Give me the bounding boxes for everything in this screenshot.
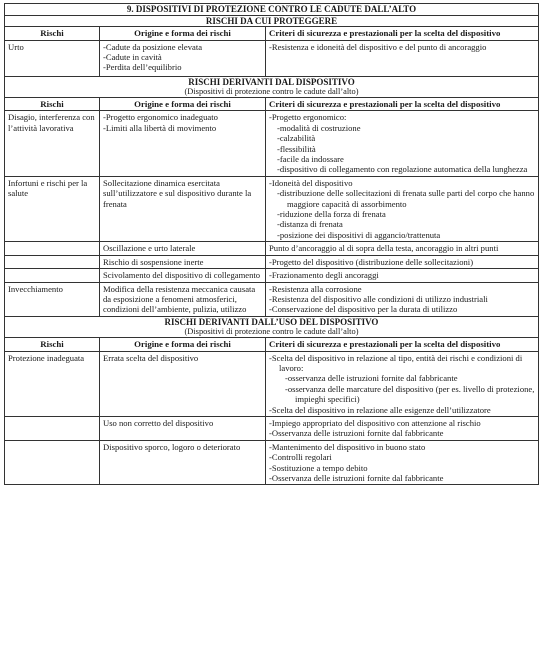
cell-line: -Conservazione del dispositivo per la durata di utilizzo <box>269 304 458 315</box>
cell-rischio: Urto <box>5 40 100 76</box>
section-heading-row <box>5 76 539 97</box>
section-heading-row <box>5 316 539 337</box>
cell-line: -dispositivo di collegamento con regolazione automatica della lunghezza <box>277 164 528 175</box>
cell-line: Errata scelta del dispositivo <box>103 352 199 363</box>
cell-line: -Scelta del dispositivo in relazione alle esigenze dell’utilizzatore <box>269 404 491 415</box>
cell-line: -Limiti alla libertà di movimento <box>103 122 217 133</box>
cell-line: -Osservanza delle istruzioni fornite dal fabbricante <box>269 473 444 484</box>
cell-rischio: Protezione inadeguata <box>5 351 100 416</box>
column-header-origine: Origine e forma dei rischi <box>100 98 266 111</box>
cell-line: -facile da indossare <box>277 154 344 165</box>
section-subtitle: (Dispositivi di protezione contro le cadute dall’alto) <box>184 326 359 336</box>
cell-line: -osservanza delle marcature del dispositivo (per es. livello di protezione, impieghi specifici) <box>285 383 535 405</box>
cell-rischio <box>5 440 100 485</box>
table-row <box>5 176 539 241</box>
cell-origine <box>100 282 266 316</box>
cell-rischio: Invecchiamento <box>5 282 100 316</box>
cell-rischio <box>5 416 100 440</box>
table-row <box>5 40 539 76</box>
cell-line: -Sostituzione a tempo debito <box>269 462 368 473</box>
section-title: RISCHI DERIVANTI DAL DISPOSITIVO <box>188 76 355 87</box>
cell-criteri <box>266 440 539 485</box>
cell-line: -Controlli regolari <box>269 452 332 463</box>
column-header-criteri: Criteri di sicurezza e prestazionali per la scelta del dispositivo <box>266 27 539 40</box>
table-row <box>5 416 539 440</box>
cell-criteri <box>266 242 539 255</box>
cell-line: -Progetto del dispositivo (distribuzione delle sollecitazioni) <box>269 256 474 267</box>
cell-criteri <box>266 111 539 176</box>
cell-line: -riduzione della forza di frenata <box>277 209 386 220</box>
column-header-rischi: Rischi <box>5 98 100 111</box>
cell-origine <box>100 40 266 76</box>
cell-line: Oscillazione e urto laterale <box>103 243 196 254</box>
column-header-criteri: Criteri di sicurezza e prestazionali per la scelta del dispositivo <box>266 338 539 351</box>
cell-origine <box>100 269 266 282</box>
cell-criteri <box>266 282 539 316</box>
cell-line: -modalità di costruzione <box>277 122 361 133</box>
section-title: RISCHI DA CUI PROTEGGERE <box>205 16 338 26</box>
cell-rischio <box>5 269 100 282</box>
table-row <box>5 440 539 485</box>
cell-rischio <box>5 242 100 255</box>
section-heading <box>5 16 539 27</box>
cell-line: -Cadute in cavità <box>103 52 162 63</box>
table-row <box>5 351 539 416</box>
cell-line: -distanza di frenata <box>277 219 343 230</box>
cell-line: -Scelta del dispositivo in relazione al tipo, entità dei rischi e condizioni di lavoro: <box>269 352 523 373</box>
cell-line: -Frazionamento degli ancoraggi <box>269 270 379 281</box>
cell-line: Dispositivo sporco, logoro o deteriorato <box>103 441 241 452</box>
section-heading <box>5 76 539 97</box>
cell-line: -Progetto ergonomico inadeguato <box>103 112 218 123</box>
cell-line: -distribuzione delle sollecitazioni di frenata sulle parti del corpo che hanno maggiore capacità di assorbimento <box>277 188 535 209</box>
cell-line: -posizione dei dispositivi di aggancio/trattenuta <box>277 229 441 240</box>
cell-line: -Resistenza alla corrosione <box>269 283 362 294</box>
table-row <box>5 242 539 255</box>
column-header-rischi: Rischi <box>5 338 100 351</box>
cell-line: -Resistenza e idoneità del dispositivo e del punto di ancoraggio <box>269 41 487 52</box>
cell-origine <box>100 416 266 440</box>
document-page <box>4 3 538 485</box>
table-row <box>5 269 539 282</box>
cell-criteri <box>266 351 539 416</box>
cell-criteri <box>266 176 539 241</box>
column-header-row <box>5 27 539 40</box>
cell-line: Scivolamento del dispositivo di collegamento <box>103 270 261 281</box>
column-header-row <box>5 338 539 351</box>
cell-line: -Osservanza delle istruzioni fornite dal fabbricante <box>269 428 444 439</box>
cell-criteri <box>266 269 539 282</box>
table-title: 9. DISPOSITIVI DI PROTEZIONE CONTRO LE CADUTE DALL’ALTO <box>5 4 539 16</box>
cell-line: Rischio di sospensione inerte <box>103 256 204 267</box>
cell-origine <box>100 111 266 176</box>
cell-line: -Idoneità del dispositivo <box>269 177 353 188</box>
table-row <box>5 111 539 176</box>
cell-line: Punto d’ancoraggio al di sopra della testa, ancoraggio in altri punti <box>269 243 499 254</box>
section-subtitle: (Dispositivi di protezione contro le cadute dall’alto) <box>184 86 359 96</box>
column-header-origine: Origine e forma dei rischi <box>100 338 266 351</box>
cell-criteri <box>266 40 539 76</box>
cell-rischio: Disagio, interferenza con l’attività lavorativa <box>5 111 100 176</box>
cell-line: -Resistenza del dispositivo alle condizioni di utilizzo industriali <box>269 293 488 304</box>
table-row <box>5 255 539 268</box>
cell-rischio <box>5 255 100 268</box>
column-header-rischi: Rischi <box>5 27 100 40</box>
cell-line: Uso non corretto del dispositivo <box>103 417 214 428</box>
section-heading-row <box>5 16 539 27</box>
cell-origine <box>100 351 266 416</box>
cell-origine <box>100 176 266 241</box>
table-title-row <box>5 4 539 16</box>
cell-origine <box>100 242 266 255</box>
cell-line: -Mantenimento del dispositivo in buono stato <box>269 441 426 452</box>
cell-line: -Cadute da posizione elevata <box>103 41 203 52</box>
cell-line: -calzabilità <box>277 133 316 144</box>
cell-criteri <box>266 255 539 268</box>
column-header-row <box>5 98 539 111</box>
cell-line: -Perdita dell’equilibrio <box>103 62 182 73</box>
ppe-risk-table <box>4 3 539 485</box>
cell-line: -Impiego appropriato del dispositivo con attenzione al rischio <box>269 417 481 428</box>
cell-line: -flessibilità <box>277 143 316 154</box>
cell-criteri <box>266 416 539 440</box>
column-header-criteri: Criteri di sicurezza e prestazionali per la scelta del dispositivo <box>266 98 539 111</box>
table-row <box>5 282 539 316</box>
cell-line: Modifica della resistenza meccanica causata da esposizione a fenomeni atmosferici, condizioni dell’ambiente, pulizia, utilizzo <box>103 283 256 315</box>
cell-rischio: Infortuni e rischi per la salute <box>5 176 100 241</box>
cell-line: -osservanza delle istruzioni fornite dal fabbricante <box>285 373 458 384</box>
column-header-origine: Origine e forma dei rischi <box>100 27 266 40</box>
section-heading <box>5 316 539 337</box>
cell-origine <box>100 440 266 485</box>
cell-line: -Progetto ergonomico: <box>269 112 347 123</box>
cell-line: Sollecitazione dinamica esercitata sull’utilizzatore e sul dispositivo durante la frenata <box>103 177 252 209</box>
cell-origine <box>100 255 266 268</box>
section-title: RISCHI DERIVANTI DALL’USO DEL DISPOSITIVO <box>164 316 379 327</box>
